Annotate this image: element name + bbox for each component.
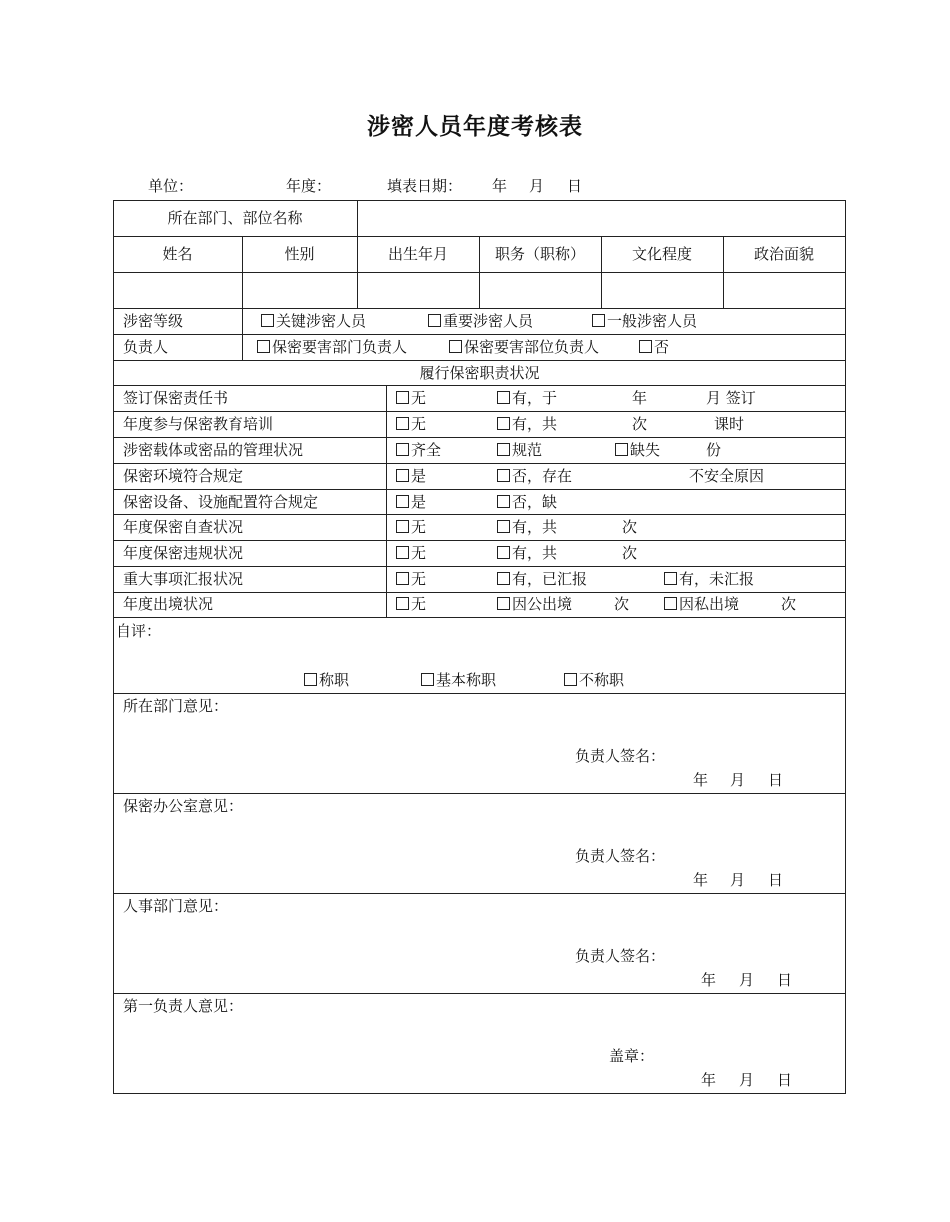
duty-unit-text: 年 [632,389,648,407]
duty-unit-text: 份 [706,441,722,459]
sign-month: 月 [739,971,755,989]
duty-option-checkbox[interactable]: 有，共 [497,520,557,535]
checkbox-icon [396,443,409,456]
duty-unit-text: 次 [622,544,638,562]
checkbox-icon [497,597,510,610]
checkbox-icon [396,572,409,585]
col-name: 姓名 [162,245,193,263]
signature-label: 负责人签名： [575,847,666,865]
duty-label: 年度保密自查状况 [123,518,244,536]
dept-input[interactable] [358,201,845,236]
checkbox-icon [664,597,677,610]
fill-date-month: 月 [529,177,545,195]
charge-dept-checkbox[interactable]: 保密要害部门负责人 [257,340,407,355]
duty-option-checkbox[interactable]: 缺失 [615,443,660,458]
sign-day: 日 [768,771,784,789]
eval-basic-checkbox[interactable]: 基本称职 [421,673,496,688]
sign-month: 月 [739,1071,755,1089]
duty-option-checkbox[interactable]: 因私出境 [664,597,739,612]
checkbox-icon [396,495,409,508]
checkbox-icon [497,520,510,533]
duty-option-checkbox[interactable]: 是 [396,469,426,484]
unit-label: 单位： [148,177,194,195]
duty-label: 涉密载体或密品的管理状况 [123,441,304,459]
duty-label: 签订保密责任书 [123,389,229,407]
duty-option-checkbox[interactable]: 因公出境 [497,597,572,612]
duty-label: 年度参与保密教育培训 [123,415,274,433]
checkbox-icon [449,340,462,353]
checkbox-icon [396,391,409,404]
col-birth: 出生年月 [387,245,448,263]
opinion-label: 保密办公室意见： [123,797,244,815]
duty-unit-text: 次 [622,518,638,536]
col-education: 文化程度 [631,245,692,263]
checkbox-icon [396,520,409,533]
duty-option-checkbox[interactable]: 规范 [497,443,542,458]
checkbox-icon [497,469,510,482]
eval-competent-checkbox[interactable]: 称职 [304,673,349,688]
year-label: 年度： [286,177,332,195]
checkbox-icon [428,314,441,327]
page-title: 涉密人员年度考核表 [367,114,583,140]
col-position: 职务（职称） [494,245,585,263]
duty-option-checkbox[interactable]: 无 [396,417,426,432]
political-input[interactable] [724,273,845,308]
checkbox-icon [564,673,577,686]
checkbox-icon [497,495,510,508]
duty-label: 年度保密违规状况 [123,544,244,562]
checkbox-icon [396,597,409,610]
checkbox-icon [639,340,652,353]
checkbox-icon [257,340,270,353]
duty-option-checkbox[interactable]: 有，共 [497,546,557,561]
self-eval-label: 自评： [116,622,162,640]
checkbox-icon [497,443,510,456]
checkbox-icon [497,572,510,585]
checkbox-icon [261,314,274,327]
level-label: 涉密等级 [123,312,184,330]
sign-day: 日 [768,871,784,889]
sign-day: 日 [777,971,793,989]
duty-option-checkbox[interactable]: 齐全 [396,443,441,458]
gender-input[interactable] [243,273,357,308]
sign-day: 日 [777,1071,793,1089]
duty-option-checkbox[interactable]: 无 [396,597,426,612]
sign-year: 年 [693,871,709,889]
charge-no-checkbox[interactable]: 否 [639,340,669,355]
signature-label: 负责人签名： [575,747,666,765]
checkbox-icon [615,443,628,456]
duty-option-checkbox[interactable]: 无 [396,520,426,535]
duty-option-checkbox[interactable]: 否，存在 [497,469,572,484]
sign-month: 月 [730,871,746,889]
fill-date-label: 填表日期： [387,177,463,195]
duty-header: 履行保密职责状况 [419,364,540,382]
level-general-checkbox[interactable]: 一般涉密人员 [592,314,697,329]
checkbox-icon [664,572,677,585]
position-input[interactable] [480,273,601,308]
eval-incompetent-checkbox[interactable]: 不称职 [564,673,624,688]
sign-year: 年 [701,971,717,989]
sign-year: 年 [693,771,709,789]
checkbox-icon [304,673,317,686]
checkbox-icon [396,417,409,430]
duty-unit-text: 不安全原因 [689,467,765,485]
level-key-checkbox[interactable]: 关键涉密人员 [261,314,366,329]
signature-label: 负责人签名： [575,947,666,965]
duty-option-checkbox[interactable]: 无 [396,546,426,561]
charge-post-checkbox[interactable]: 保密要害部位负责人 [449,340,599,355]
sign-month: 月 [730,771,746,789]
checkbox-icon [421,673,434,686]
duty-option-checkbox[interactable]: 有，未汇报 [664,572,754,587]
birth-input[interactable] [358,273,479,308]
opinion-label: 人事部门意见： [123,897,229,915]
dept-label: 所在部门、部位名称 [167,209,303,227]
education-input[interactable] [602,273,723,308]
duty-option-checkbox[interactable]: 有，于 [497,391,557,406]
duty-unit-text: 次 [632,415,648,433]
duty-option-checkbox[interactable]: 有，已汇报 [497,572,587,587]
opinion-label: 第一负责人意见： [123,997,244,1015]
duty-unit-text: 课时 [714,415,745,433]
duty-label: 保密环境符合规定 [123,467,244,485]
checkbox-icon [396,546,409,559]
duty-option-checkbox[interactable]: 是 [396,495,426,510]
fill-date-year: 年 [492,177,508,195]
checkbox-icon [497,417,510,430]
fill-date-day: 日 [567,177,583,195]
col-political: 政治面貌 [753,245,814,263]
duty-unit-text: 次 [781,595,797,613]
duty-label: 年度出境状况 [123,595,214,613]
sign-year: 年 [701,1071,717,1089]
duty-unit-text: 次 [614,595,630,613]
duty-label: 保密设备、设施配置符合规定 [123,493,319,511]
col-gender: 性别 [284,245,315,263]
checkbox-icon [396,469,409,482]
duty-option-checkbox[interactable]: 有，共 [497,417,557,432]
checkbox-icon [497,546,510,559]
duty-option-checkbox[interactable]: 否，缺 [497,495,557,510]
level-important-checkbox[interactable]: 重要涉密人员 [428,314,533,329]
duty-unit-text: 月 签订 [706,389,756,407]
opinion-label: 所在部门意见： [123,697,229,715]
duty-label: 重大事项汇报状况 [123,570,244,588]
duty-option-checkbox[interactable]: 无 [396,391,426,406]
checkbox-icon [592,314,605,327]
duty-option-checkbox[interactable]: 无 [396,572,426,587]
checkbox-icon [497,391,510,404]
name-input[interactable] [114,273,242,308]
seal-label: 盖章： [609,1047,655,1065]
charge-label: 负责人 [123,338,169,356]
